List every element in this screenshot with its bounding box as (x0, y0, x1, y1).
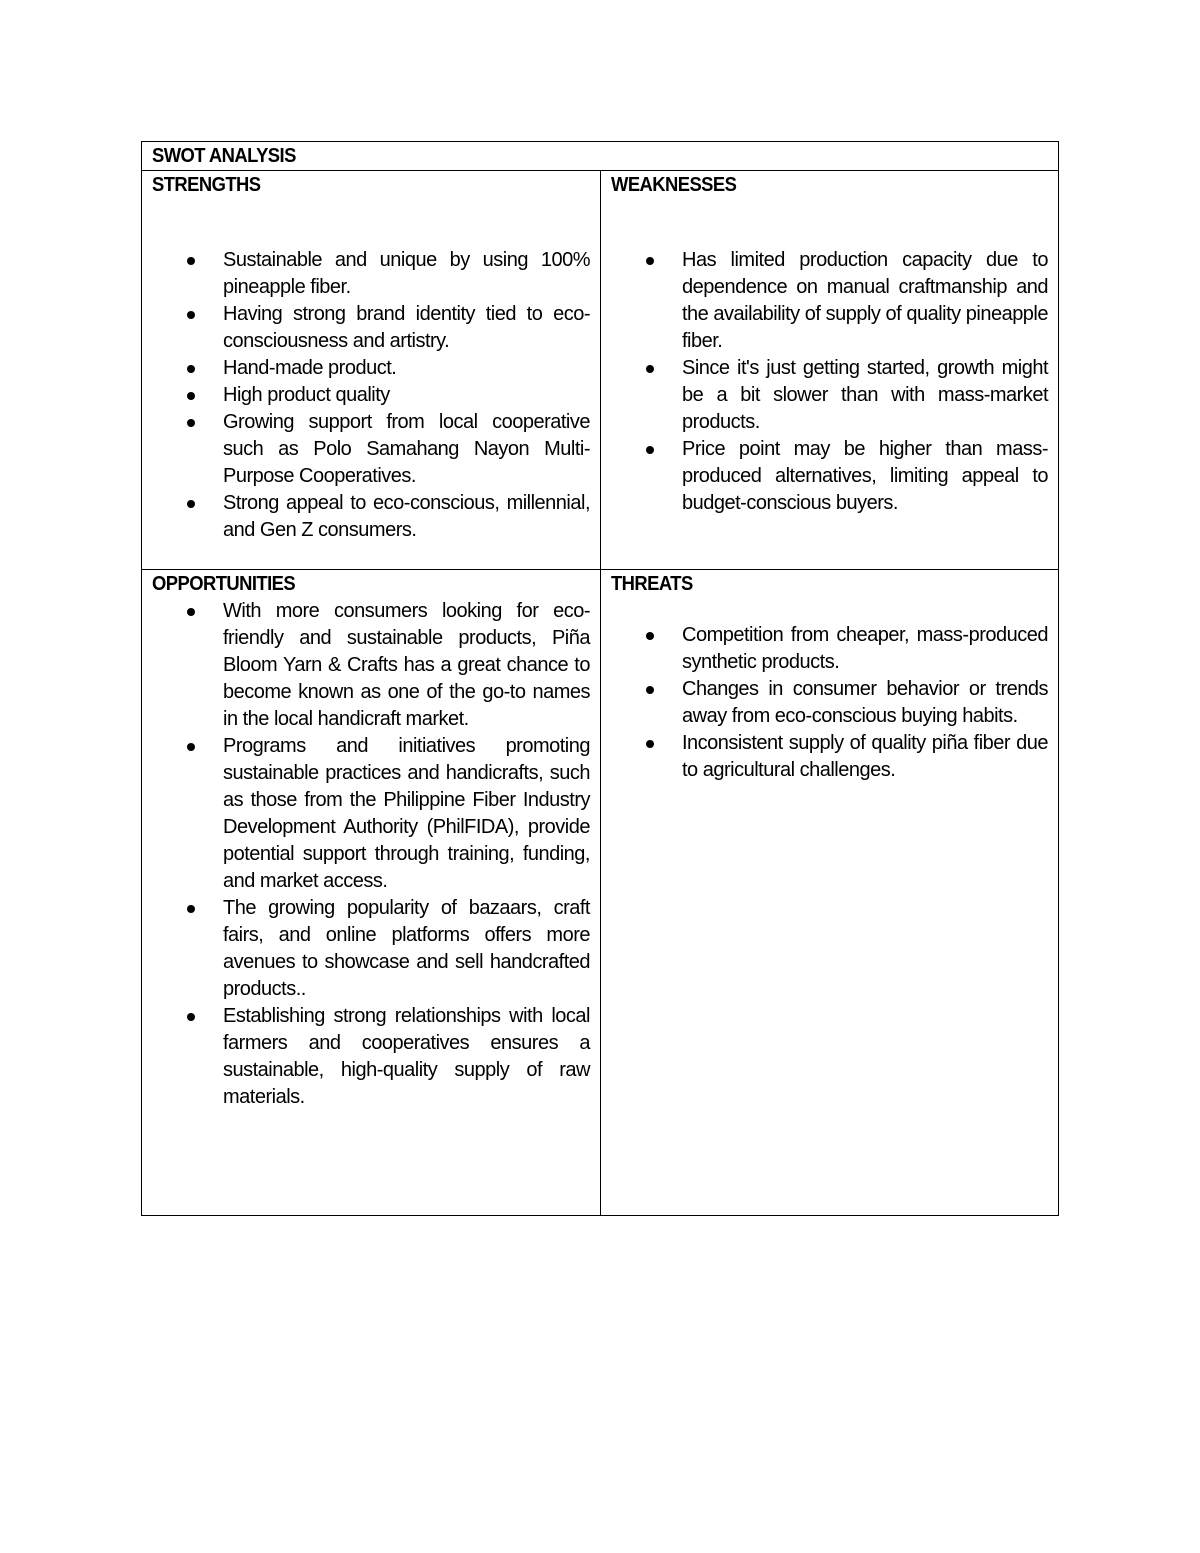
list-item: Growing support from local cooperative such as Polo Samahang Nayon Multi-Purpose Cooperatives. (142, 409, 600, 490)
swot-title-row (142, 142, 1058, 171)
list-item: Has limited production capacity due to dependence on manual craftmanship and the availability of supply of quality pineapple fiber. (601, 247, 1058, 355)
threats-cell (601, 570, 1058, 1215)
opportunities-heading: OPPORTUNITIES (152, 573, 296, 595)
strengths-cell (142, 171, 600, 569)
list-item: With more consumers looking for eco-friendly and sustainable products, Piña Bloom Yarn & Crafts has a great chance to become known as one of the go-to names in the local handicraft market. (142, 598, 600, 733)
list-item: Changes in consumer behavior or trends away from eco-conscious buying habits. (601, 676, 1058, 730)
list-item: The growing popularity of bazaars, craft fairs, and online platforms offers more avenues to showcase and sell handcrafted products.. (142, 895, 600, 1003)
list-item: High product quality (142, 382, 600, 409)
strengths-list (142, 247, 600, 544)
swot-table (141, 141, 1059, 1216)
list-item: Programs and initiatives promoting sustainable practices and handicrafts, such as those from the Philippine Fiber Industry Development Authority (PhilFIDA), provide potential support through training, funding, and market access. (142, 733, 600, 895)
list-item: Inconsistent supply of quality piña fiber due to agricultural challenges. (601, 730, 1058, 784)
threats-list (601, 622, 1058, 784)
list-item: Price point may be higher than mass-produced alternatives, limiting appeal to budget-conscious buyers. (601, 436, 1058, 517)
list-item: Establishing strong relationships with local farmers and cooperatives ensures a sustainable, high-quality supply of raw materials. (142, 1003, 600, 1111)
list-item: Sustainable and unique by using 100% pineapple fiber. (142, 247, 600, 301)
list-item: Strong appeal to eco-conscious, millennial, and Gen Z consumers. (142, 490, 600, 544)
threats-heading: THREATS (611, 573, 693, 595)
list-item: Hand-made product. (142, 355, 600, 382)
weaknesses-heading: WEAKNESSES (611, 174, 737, 196)
weaknesses-cell (601, 171, 1058, 569)
list-item: Having strong brand identity tied to eco-consciousness and artistry. (142, 301, 600, 355)
strengths-heading: STRENGTHS (152, 174, 261, 196)
list-item: Since it's just getting started, growth might be a bit slower than with mass-market products. (601, 355, 1058, 436)
opportunities-list (142, 598, 600, 1111)
list-item: Competition from cheaper, mass-produced synthetic products. (601, 622, 1058, 676)
opportunities-cell (142, 570, 600, 1215)
swot-title: SWOT ANALYSIS (152, 145, 296, 167)
weaknesses-list (601, 247, 1058, 517)
